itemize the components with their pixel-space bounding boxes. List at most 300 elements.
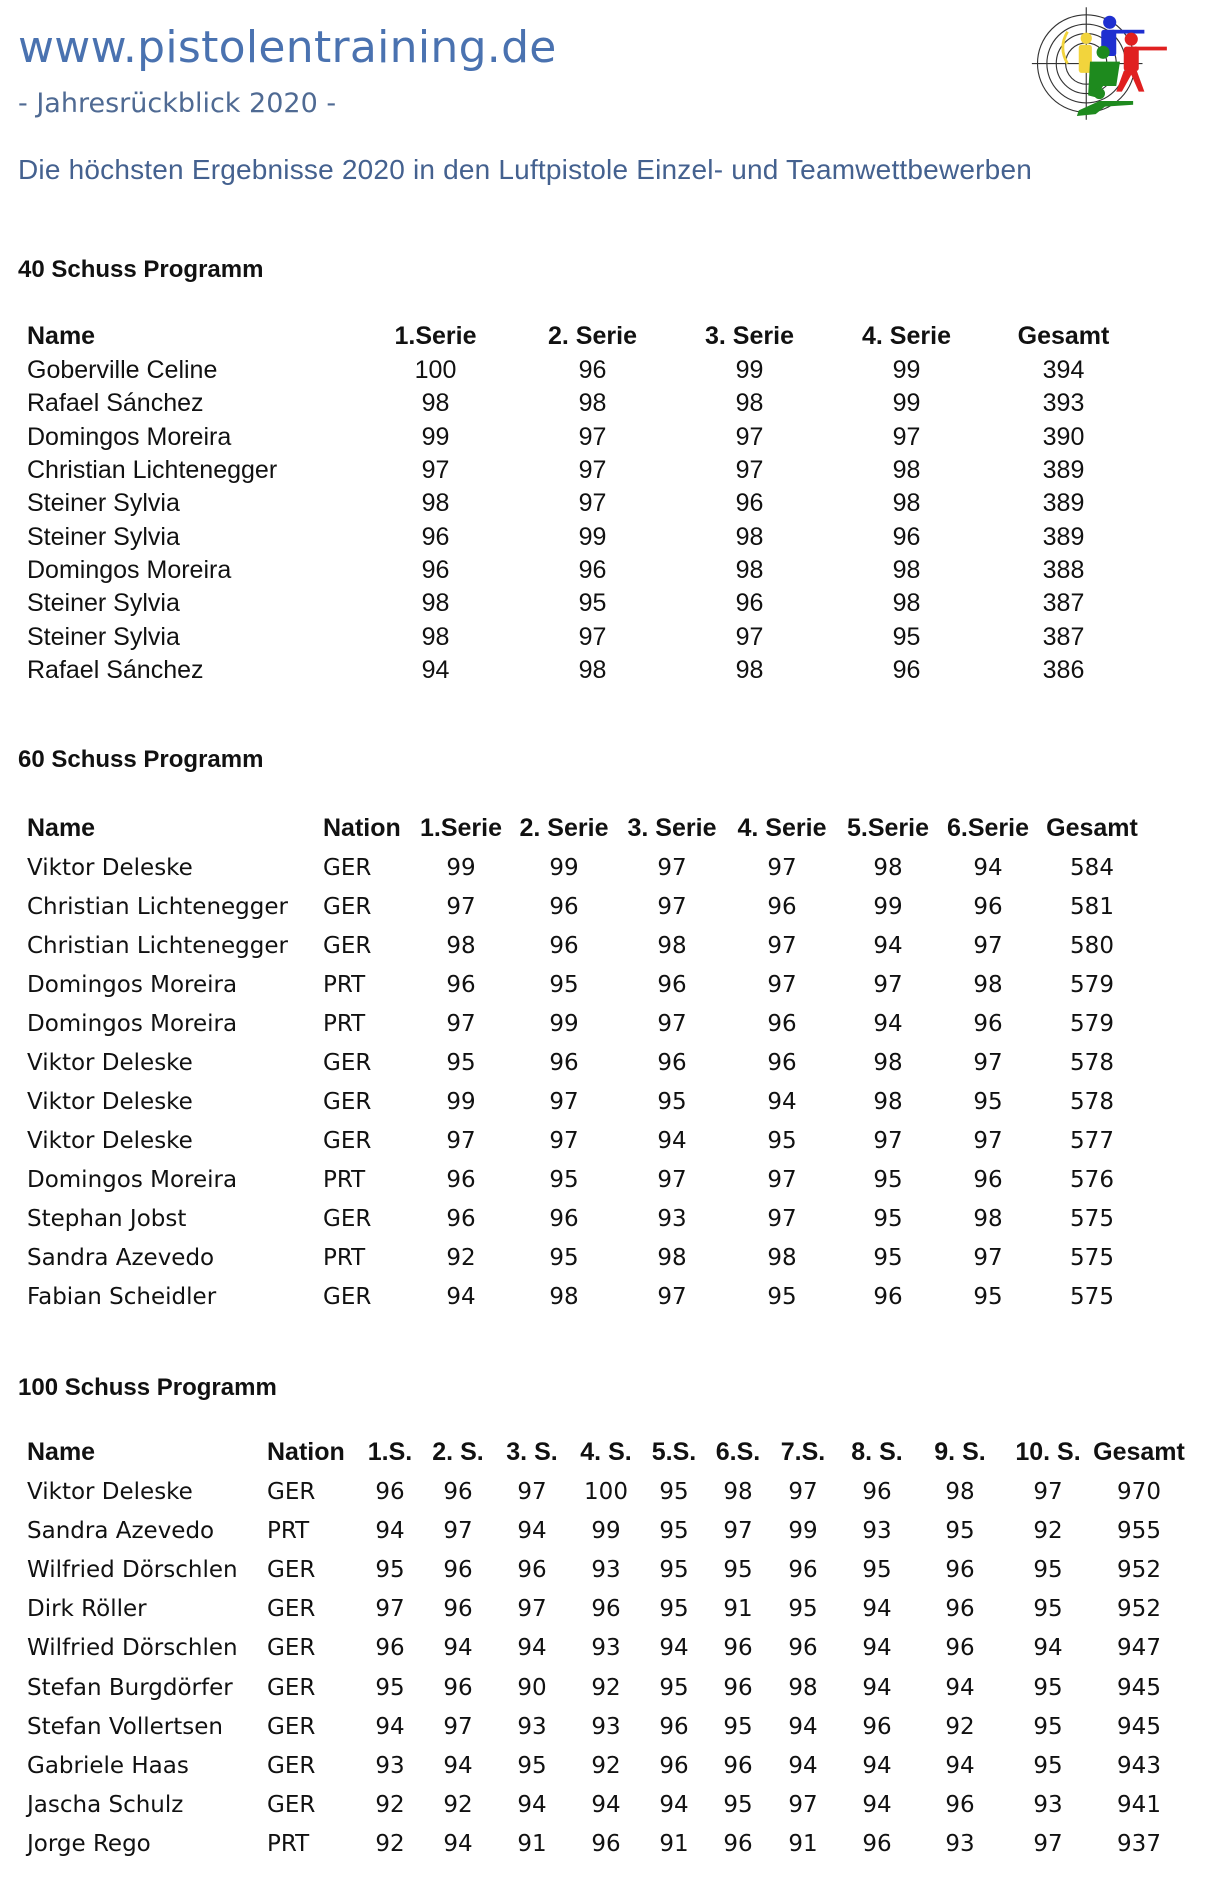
series-score: 94 <box>973 854 1003 881</box>
series-score: 98 <box>973 971 1003 998</box>
shooter-name: Stefan Burgdörfer <box>27 1674 233 1701</box>
series-score: 96 <box>517 1556 547 1583</box>
column-header: 1.Serie <box>394 321 477 350</box>
series-score: 95 <box>1033 1713 1063 1740</box>
column-header: 5.Serie <box>846 813 929 842</box>
shooter-name: Wilfried Dörschlen <box>27 1635 238 1662</box>
series-score: 92 <box>591 1752 621 1779</box>
column-header: Gesamt <box>1046 813 1138 842</box>
shooter-name: Jascha Schulz <box>27 1792 184 1819</box>
series-score: 96 <box>659 1713 689 1740</box>
series-score: 97 <box>973 1127 1003 1154</box>
series-score: 96 <box>973 893 1003 920</box>
total-score: 945 <box>1117 1674 1161 1701</box>
series-score: 96 <box>945 1556 975 1583</box>
series-score: 97 <box>735 456 764 485</box>
column-header: 1.Serie <box>419 813 502 842</box>
column-header: 3. Serie <box>705 321 794 350</box>
table-row <box>27 654 1142 687</box>
column-header: 8. S. <box>851 1437 903 1466</box>
series-score: 97 <box>578 422 607 451</box>
table-row <box>27 487 1142 520</box>
series-score: 96 <box>767 1010 797 1037</box>
series-score: 93 <box>862 1517 892 1544</box>
series-score: 97 <box>578 622 607 651</box>
series-score: 96 <box>659 1752 689 1779</box>
nation-code: GER <box>267 1752 316 1779</box>
shooter-name: Domingos Moreira <box>27 422 232 451</box>
nation-code: GER <box>267 1674 316 1701</box>
table-row <box>27 926 1147 965</box>
series-score: 97 <box>767 854 797 881</box>
shooter-name: Jorge Rego <box>27 1831 151 1858</box>
table-row <box>27 1160 1147 1199</box>
series-score: 96 <box>945 1596 975 1623</box>
series-score: 95 <box>549 1166 579 1193</box>
column-header: 10. S. <box>1015 1437 1081 1466</box>
series-score: 92 <box>446 1244 476 1271</box>
series-score: 97 <box>723 1517 753 1544</box>
column-header: 2. Serie <box>548 321 637 350</box>
series-score: 95 <box>1033 1596 1063 1623</box>
series-score: 94 <box>375 1713 405 1740</box>
series-score: 95 <box>517 1752 547 1779</box>
shooter-name: Viktor Deleske <box>27 1088 193 1115</box>
total-score: 970 <box>1117 1478 1161 1505</box>
series-score: 96 <box>446 971 476 998</box>
total-score: 577 <box>1070 1127 1114 1154</box>
nation-code: PRT <box>323 1166 366 1193</box>
series-score: 96 <box>862 1831 892 1858</box>
column-header: Gesamt <box>1017 321 1110 350</box>
series-score: 97 <box>1033 1478 1063 1505</box>
total-score: 584 <box>1070 854 1114 881</box>
nation-code: GER <box>323 1205 372 1232</box>
table-row <box>27 354 1142 387</box>
series-score: 96 <box>862 1478 892 1505</box>
series-score: 96 <box>591 1831 621 1858</box>
series-score: 98 <box>657 1244 687 1271</box>
series-score: 96 <box>723 1635 753 1662</box>
series-score: 92 <box>375 1831 405 1858</box>
series-score: 97 <box>549 1127 579 1154</box>
table-header-row <box>27 808 1147 848</box>
series-score: 97 <box>788 1792 818 1819</box>
series-score: 93 <box>945 1831 975 1858</box>
shooter-name: Gabriele Haas <box>27 1752 189 1779</box>
series-score: 93 <box>517 1713 547 1740</box>
series-score: 98 <box>735 389 764 418</box>
table-row <box>27 554 1142 587</box>
column-header: Name <box>27 813 96 842</box>
series-score: 98 <box>421 622 450 651</box>
series-score: 95 <box>659 1674 689 1701</box>
series-score: 97 <box>767 1166 797 1193</box>
series-score: 95 <box>973 1283 1003 1310</box>
series-score: 97 <box>973 1049 1003 1076</box>
column-header: 9. S. <box>934 1437 986 1466</box>
series-score: 97 <box>873 1127 903 1154</box>
nation-code: PRT <box>267 1517 310 1544</box>
table-row <box>27 1238 1147 1277</box>
series-score: 91 <box>517 1831 547 1858</box>
series-score: 97 <box>735 622 764 651</box>
results-table-40 <box>27 318 1142 687</box>
column-header: Nation <box>267 1437 345 1466</box>
series-score: 95 <box>659 1517 689 1544</box>
series-score: 99 <box>892 389 921 418</box>
table-row <box>27 1199 1147 1238</box>
series-score: 96 <box>657 971 687 998</box>
total-score: 578 <box>1070 1049 1114 1076</box>
shooter-name: Christian Lichtenegger <box>27 456 278 485</box>
table-row <box>27 1004 1147 1043</box>
series-score: 97 <box>446 1127 476 1154</box>
series-score: 93 <box>657 1205 687 1232</box>
series-score: 100 <box>414 356 457 385</box>
series-score: 97 <box>1033 1831 1063 1858</box>
shooter-name: Steiner Sylvia <box>27 589 180 618</box>
shooter-name: Stefan Vollertsen <box>27 1713 223 1740</box>
series-score: 97 <box>446 893 476 920</box>
shooter-name: Domingos Moreira <box>27 555 232 584</box>
nation-code: GER <box>323 1049 372 1076</box>
table-row <box>27 421 1142 454</box>
table-row <box>27 965 1147 1004</box>
series-score: 94 <box>945 1752 975 1779</box>
series-score: 94 <box>1033 1635 1063 1662</box>
series-score: 95 <box>549 971 579 998</box>
series-score: 96 <box>443 1674 473 1701</box>
shooter-name: Viktor Deleske <box>27 1127 193 1154</box>
series-score: 93 <box>591 1556 621 1583</box>
series-score: 99 <box>735 356 764 385</box>
series-score: 96 <box>723 1831 753 1858</box>
series-score: 96 <box>945 1635 975 1662</box>
series-score: 99 <box>446 854 476 881</box>
series-score: 98 <box>549 1283 579 1310</box>
section-title-40: 40 Schuss Programm <box>18 256 264 283</box>
series-score: 98 <box>873 1088 903 1115</box>
total-score: 393 <box>1042 389 1085 418</box>
column-header: Gesamt <box>1093 1437 1185 1466</box>
series-score: 97 <box>517 1478 547 1505</box>
column-header: 7.S. <box>780 1437 826 1466</box>
shooter-name: Domingos Moreira <box>27 971 238 998</box>
table-header-row <box>27 1432 1185 1472</box>
shooter-name: Christian Lichtenegger <box>27 893 288 920</box>
series-score: 97 <box>735 422 764 451</box>
series-score: 92 <box>945 1713 975 1740</box>
series-score: 96 <box>873 1283 903 1310</box>
series-score: 97 <box>657 893 687 920</box>
series-score: 95 <box>375 1556 405 1583</box>
shooter-name: Rafael Sánchez <box>27 389 204 418</box>
shooter-name: Stephan Jobst <box>27 1205 187 1232</box>
series-score: 96 <box>446 1166 476 1193</box>
series-score: 96 <box>549 893 579 920</box>
table-row <box>27 1043 1147 1082</box>
series-score: 95 <box>1033 1556 1063 1583</box>
series-score: 95 <box>375 1674 405 1701</box>
table-row <box>27 1277 1147 1316</box>
series-score: 99 <box>446 1088 476 1115</box>
series-score: 96 <box>446 1205 476 1232</box>
series-score: 94 <box>788 1713 818 1740</box>
series-score: 99 <box>591 1517 621 1544</box>
results-table-100 <box>27 1432 1185 1864</box>
table-row <box>27 1121 1147 1160</box>
nation-code: GER <box>267 1556 316 1583</box>
series-score: 91 <box>723 1596 753 1623</box>
series-score: 95 <box>659 1596 689 1623</box>
series-score: 95 <box>1033 1752 1063 1779</box>
series-score: 94 <box>517 1792 547 1819</box>
series-score: 98 <box>892 589 921 618</box>
series-score: 96 <box>549 1049 579 1076</box>
series-score: 96 <box>973 1010 1003 1037</box>
series-score: 96 <box>421 522 450 551</box>
series-score: 94 <box>862 1635 892 1662</box>
table-row <box>27 620 1142 653</box>
series-score: 94 <box>945 1674 975 1701</box>
table-header-row <box>27 318 1142 354</box>
series-score: 98 <box>421 589 450 618</box>
series-score: 96 <box>862 1713 892 1740</box>
total-score: 576 <box>1070 1166 1114 1193</box>
series-score: 95 <box>973 1088 1003 1115</box>
nation-code: GER <box>323 1088 372 1115</box>
table-row <box>27 520 1142 553</box>
series-score: 98 <box>892 456 921 485</box>
column-header: 5.S. <box>651 1437 697 1466</box>
series-score: 96 <box>578 356 607 385</box>
series-score: 97 <box>578 456 607 485</box>
results-table-60 <box>27 808 1147 1316</box>
series-score: 98 <box>973 1205 1003 1232</box>
series-score: 99 <box>873 893 903 920</box>
series-score: 94 <box>659 1792 689 1819</box>
series-score: 97 <box>767 971 797 998</box>
nation-code: GER <box>267 1635 316 1662</box>
nation-code: GER <box>267 1713 316 1740</box>
series-score: 97 <box>446 1010 476 1037</box>
series-score: 93 <box>375 1752 405 1779</box>
total-score: 945 <box>1117 1713 1161 1740</box>
series-score: 94 <box>517 1517 547 1544</box>
series-score: 97 <box>578 489 607 518</box>
series-score: 95 <box>549 1244 579 1271</box>
series-score: 97 <box>421 456 450 485</box>
total-score: 386 <box>1042 655 1085 684</box>
shooter-name: Sandra Azevedo <box>27 1517 215 1544</box>
total-score: 387 <box>1042 622 1085 651</box>
shooter-name: Steiner Sylvia <box>27 522 180 551</box>
series-score: 94 <box>873 932 903 959</box>
shooting-sports-logo-icon <box>1030 5 1180 123</box>
series-score: 97 <box>973 932 1003 959</box>
series-score: 94 <box>421 655 450 684</box>
series-score: 95 <box>788 1596 818 1623</box>
series-score: 98 <box>892 555 921 584</box>
series-score: 98 <box>767 1244 797 1271</box>
series-score: 99 <box>549 854 579 881</box>
series-score: 98 <box>723 1478 753 1505</box>
series-score: 91 <box>788 1831 818 1858</box>
nation-code: PRT <box>267 1831 310 1858</box>
shooter-name: Dirk Röller <box>27 1596 147 1623</box>
series-score: 98 <box>578 655 607 684</box>
series-score: 96 <box>892 522 921 551</box>
shooter-name: Steiner Sylvia <box>27 622 180 651</box>
series-score: 96 <box>443 1596 473 1623</box>
column-header: 3. Serie <box>627 813 717 842</box>
series-score: 98 <box>421 489 450 518</box>
series-score: 98 <box>735 655 764 684</box>
table-row <box>27 1746 1185 1785</box>
series-score: 97 <box>767 1205 797 1232</box>
series-score: 96 <box>549 932 579 959</box>
series-score: 97 <box>767 932 797 959</box>
series-score: 96 <box>788 1635 818 1662</box>
series-score: 94 <box>862 1674 892 1701</box>
series-score: 94 <box>443 1635 473 1662</box>
series-score: 97 <box>892 422 921 451</box>
series-score: 97 <box>788 1478 818 1505</box>
shooter-name: Viktor Deleske <box>27 1049 193 1076</box>
series-score: 96 <box>578 555 607 584</box>
total-score: 581 <box>1070 893 1114 920</box>
series-score: 95 <box>767 1283 797 1310</box>
series-score: 94 <box>657 1127 687 1154</box>
series-score: 94 <box>517 1635 547 1662</box>
nation-code: GER <box>267 1478 316 1505</box>
column-header: 4. Serie <box>737 813 827 842</box>
series-score: 97 <box>443 1517 473 1544</box>
series-score: 94 <box>659 1635 689 1662</box>
shooter-name: Viktor Deleske <box>27 1478 193 1505</box>
nation-code: GER <box>323 932 372 959</box>
series-score: 98 <box>657 932 687 959</box>
column-header: Nation <box>323 813 401 842</box>
series-score: 94 <box>443 1752 473 1779</box>
shooter-name: Domingos Moreira <box>27 1166 238 1193</box>
total-score: 947 <box>1117 1635 1161 1662</box>
table-row <box>27 1707 1185 1746</box>
shooter-name: Rafael Sánchez <box>27 655 204 684</box>
total-score: 952 <box>1117 1556 1161 1583</box>
shooter-name: Viktor Deleske <box>27 854 193 881</box>
nation-code: GER <box>323 893 372 920</box>
total-score: 388 <box>1042 555 1085 584</box>
series-score: 98 <box>945 1478 975 1505</box>
series-score: 97 <box>873 971 903 998</box>
series-score: 99 <box>788 1517 818 1544</box>
nation-code: GER <box>323 1283 372 1310</box>
series-score: 92 <box>375 1792 405 1819</box>
series-score: 95 <box>873 1244 903 1271</box>
series-score: 95 <box>723 1713 753 1740</box>
series-score: 96 <box>375 1478 405 1505</box>
series-score: 96 <box>767 1049 797 1076</box>
column-header: 2. S. <box>432 1437 484 1466</box>
total-score: 943 <box>1117 1752 1161 1779</box>
series-score: 98 <box>735 555 764 584</box>
series-score: 93 <box>591 1713 621 1740</box>
series-score: 98 <box>892 489 921 518</box>
table-row <box>27 454 1142 487</box>
series-score: 99 <box>421 422 450 451</box>
total-score: 952 <box>1117 1596 1161 1623</box>
series-score: 93 <box>1033 1792 1063 1819</box>
table-row <box>27 887 1147 926</box>
total-score: 575 <box>1070 1244 1114 1271</box>
series-score: 97 <box>657 1283 687 1310</box>
column-header: Name <box>27 1437 96 1466</box>
series-score: 95 <box>1033 1674 1063 1701</box>
total-score: 941 <box>1117 1792 1161 1819</box>
series-score: 94 <box>591 1792 621 1819</box>
series-score: 96 <box>973 1166 1003 1193</box>
shooter-name: Fabian Scheidler <box>27 1283 217 1310</box>
series-score: 95 <box>873 1166 903 1193</box>
shooter-name: Domingos Moreira <box>27 1010 238 1037</box>
series-score: 98 <box>578 389 607 418</box>
shooter-name: Goberville Celine <box>27 356 218 385</box>
series-score: 95 <box>767 1127 797 1154</box>
series-score: 96 <box>723 1674 753 1701</box>
shooter-name: Sandra Azevedo <box>27 1244 215 1271</box>
total-score: 575 <box>1070 1205 1114 1232</box>
series-score: 98 <box>735 522 764 551</box>
series-score: 94 <box>375 1517 405 1544</box>
series-score: 96 <box>735 589 764 618</box>
table-row <box>27 1786 1185 1825</box>
column-header: 2. Serie <box>519 813 609 842</box>
nation-code: GER <box>267 1792 316 1819</box>
total-score: 389 <box>1042 522 1085 551</box>
series-score: 97 <box>517 1596 547 1623</box>
total-score: 390 <box>1042 422 1085 451</box>
section-title-60: 60 Schuss Programm <box>18 746 264 773</box>
total-score: 955 <box>1117 1517 1161 1544</box>
series-score: 96 <box>549 1205 579 1232</box>
nation-code: PRT <box>323 1010 366 1037</box>
series-score: 94 <box>862 1792 892 1819</box>
series-score: 96 <box>788 1556 818 1583</box>
column-header: 6.S. <box>715 1437 761 1466</box>
series-score: 98 <box>873 854 903 881</box>
nation-code: PRT <box>323 1244 366 1271</box>
table-row <box>27 1550 1185 1589</box>
series-score: 95 <box>657 1088 687 1115</box>
series-score: 95 <box>723 1556 753 1583</box>
series-score: 95 <box>659 1556 689 1583</box>
series-score: 95 <box>723 1792 753 1819</box>
table-row <box>27 1590 1185 1629</box>
series-score: 100 <box>584 1478 628 1505</box>
series-score: 98 <box>446 932 476 959</box>
series-score: 94 <box>862 1596 892 1623</box>
series-score: 94 <box>873 1010 903 1037</box>
series-score: 95 <box>659 1478 689 1505</box>
series-score: 90 <box>517 1674 547 1701</box>
series-score: 94 <box>862 1752 892 1779</box>
column-header: 3. S. <box>506 1437 558 1466</box>
section-title-100: 100 Schuss Programm <box>18 1374 277 1401</box>
total-score: 389 <box>1042 456 1085 485</box>
series-score: 99 <box>892 356 921 385</box>
